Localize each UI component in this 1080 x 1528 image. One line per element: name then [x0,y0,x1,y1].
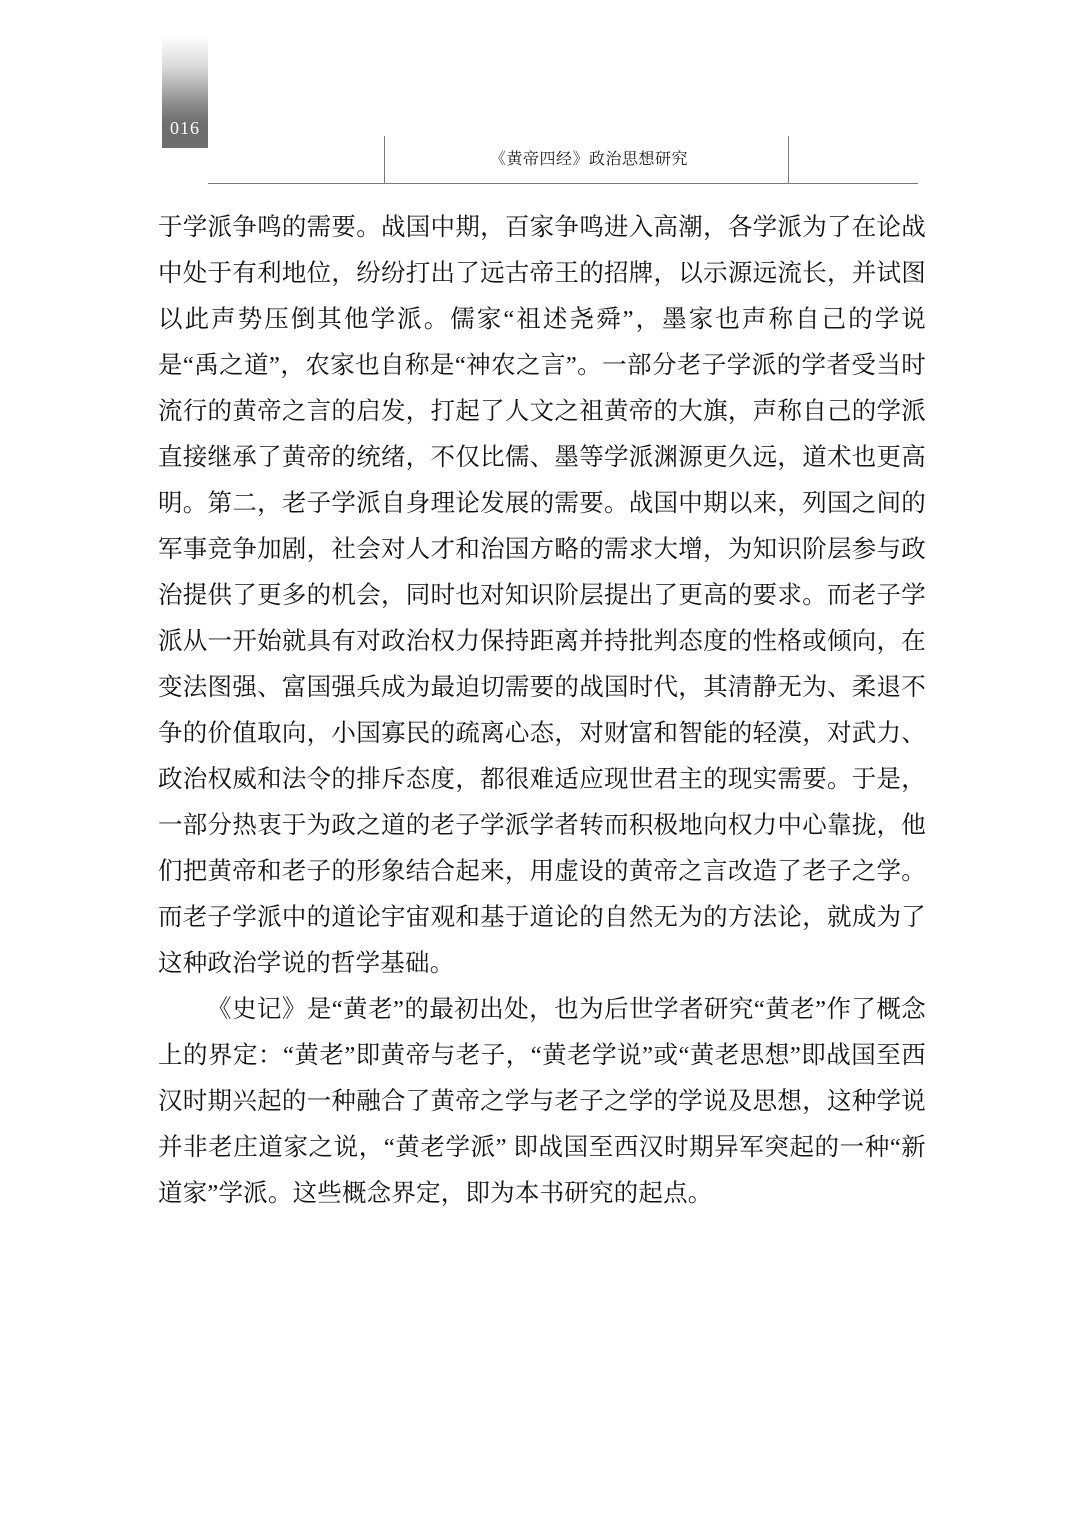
running-title: 《黄帝四经》政治思想研究 [489,151,688,168]
header-divider-left [384,136,385,184]
paragraph-1: 于学派争鸣的需要。战国中期，百家争鸣进入高潮，各学派为了在论战中处于有利地位，纷纷打出了远古帝王的招牌，以示源远流长，并试图以此声势压倒其他学派。儒家“祖述尧舜”，墨家也声称自己的学说是“禹之道”，农家也自称是“神农之言”。一部分老子学派的学者受当时流行的黄帝之言的启发，打起了人文之祖黄帝的大旗，声称自己的学派直接继承了黄帝的统绪，不仅比儒、墨等学派渊源更久远，道术也更高明。第二，老子学派自身理论发展的需要。战国中期以来，列国之间的军事竞争加剧，社会对人才和治国方略的需求大增，为知识阶层参与政治提供了更多的机会，同时也对知识阶层提出了更高的要求。而老子学派从一开始就具有对政治权力保持距离并持批判态度的性格或倾向，在变法图强、富国强兵成为最迫切需要的战国时代，其清静无为、柔退不争的价值取向，小国寡民的疏离心态，对财富和智能的轻漠，对武力、政治权威和法令的排斥态度，都很难适应现世君主的现实需要。于是，一部分热衷于为政之道的老子学派学者转而积极地向权力中心靠拢，他们把黄帝和老子的形象结合起来，用虚设的黄帝之言改造了老子之学。而老子学派中的道论宇宙观和基于道论的自然无为的方法论，就成为了这种政治学说的哲学基础。 [158,214,926,977]
header-rule [208,183,918,184]
paragraph-2: 《史记》是“黄老”的最初出处，也为后世学者研究“黄老”作了概念上的界定：“黄老”即黄帝与老子，“黄老学说”或“黄老思想”即战国至西汉时期兴起的一种融合了黄帝之学与老子之学的学说及思想，这种学说并非老庄道家之说，“黄老学派” 即战国至西汉时期异军突起的一种“新道家”学派。这些概念界定，即为本书研究的起点。 [158,996,926,1207]
page-header [162,36,918,168]
page-number: 016 [170,118,200,138]
header-divider-right [788,136,789,184]
body-text [158,205,926,1217]
